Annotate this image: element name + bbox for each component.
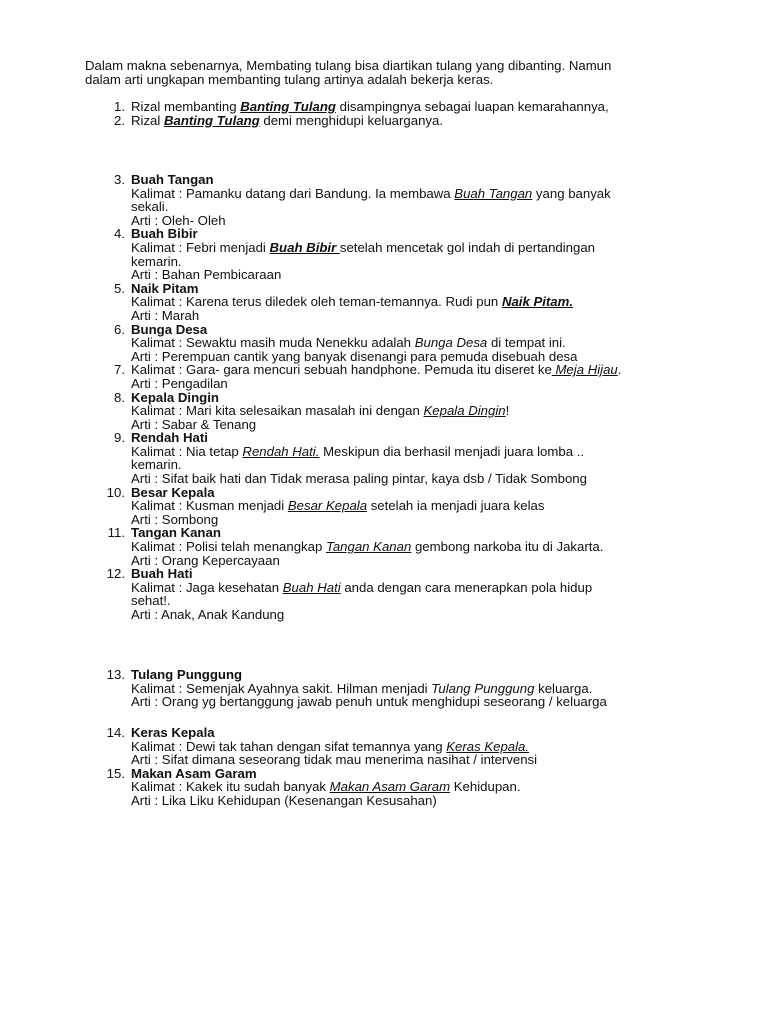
arti-line: Arti : Oleh- Oleh	[131, 212, 226, 228]
item-title: Kepala Dingin	[131, 389, 219, 405]
item-title: Naik Pitam	[131, 280, 199, 296]
item-number: 14.	[106, 725, 125, 740]
item-number: 5.	[114, 280, 125, 296]
item-number: 9.	[114, 430, 125, 446]
item-title: Bunga Desa	[131, 321, 208, 337]
item-title: Buah Tangan	[131, 172, 214, 187]
kalimat-line: Kalimat : Polisi telah menangkap Tangan Kanan gembong narkoba itu di Jakarta.	[131, 539, 604, 555]
list-item	[85, 726, 705, 767]
list-group-2	[85, 173, 705, 622]
list-item	[85, 323, 705, 364]
item-number: 7.	[114, 362, 125, 378]
idiom-highlight: Buah Tangan	[454, 185, 533, 201]
kalimat-line: Kalimat : Kusman menjadi Besar Kepala setelah ia menjadi juara kelas	[131, 498, 545, 514]
idiom-highlight: Makan Asam Garam	[329, 779, 451, 795]
kalimat-line: Kalimat : Dewi tak tahan dengan sifat temannya yang Keras Kepala.	[131, 738, 530, 754]
arti-line: Arti : Sifat baik hati dan Tidak merasa paling pintar, kaya dsb / Tidak Sombong	[131, 471, 587, 487]
list-item	[85, 227, 705, 281]
idiom-highlight: Naik Pitam.	[501, 294, 574, 310]
arti-line: Arti : Orang Kepercayaan	[131, 552, 280, 568]
arti-line: Arti : Pengadilan	[131, 375, 228, 391]
kalimat-continuation: kemarin.	[131, 457, 182, 473]
list-item	[85, 114, 705, 128]
sentence-part: demi menghidupi keluarganya.	[259, 112, 443, 128]
item-title: Buah Hati	[131, 566, 193, 582]
item-title: Makan Asam Garam	[131, 765, 257, 781]
list-item	[85, 431, 705, 485]
idiom-highlight: Kepala Dingin	[423, 403, 506, 419]
item-title: Rendah Hati	[131, 430, 208, 446]
idiom-highlight: Keras Kepala.	[446, 738, 530, 754]
sentence-part: disampingnya sebagai luapan kemarahannya,	[335, 99, 609, 114]
item-title: Tangan Kanan	[131, 525, 221, 541]
arti-line: Arti : Sabar & Tenang	[131, 416, 257, 432]
kalimat-line: Kalimat : Sewaktu masih muda Nenekku adalah Bunga Desa di tempat ini.	[131, 335, 566, 351]
idiom-highlight: Meja Hijau	[551, 362, 618, 378]
list-item	[85, 363, 705, 390]
list-item	[85, 526, 705, 567]
arti-line: Arti : Lika Liku Kehidupan (Kesenangan Kesusahan)	[131, 792, 437, 808]
item-title: Buah Bibir	[131, 226, 198, 242]
item-title: Keras Kepala	[131, 725, 215, 740]
item-title: Besar Kepala	[131, 484, 215, 500]
idiom-highlight: Tangan Kanan	[326, 539, 412, 555]
item-number: 15.	[106, 765, 125, 781]
list-group-1	[85, 100, 705, 127]
idiom-highlight: Banting Tulang	[163, 112, 260, 128]
list-item	[85, 567, 705, 621]
arti-line: Arti : Perempuan cantik yang banyak disenangi para pemuda disebuah desa	[131, 348, 578, 364]
kalimat-line: Kalimat : Kakek itu sudah banyak Makan Asam Garam Kehidupan.	[131, 779, 521, 795]
kalimat-line: Kalimat : Mari kita selesaikan masalah ini dengan Kepala Dingin!	[131, 403, 510, 419]
list-group-4	[85, 726, 705, 808]
list-group-3	[85, 668, 705, 709]
arti-line: Arti : Sifat dimana seseorang tidak mau menerima nasihat / intervensi	[131, 752, 538, 768]
arti-line: Arti : Anak, Anak Kandung	[131, 607, 285, 622]
kalimat-continuation: sekali.	[131, 199, 169, 215]
sentence-part: Rizal membanting	[131, 99, 241, 114]
list-item	[85, 767, 705, 808]
item-number: 2.	[114, 112, 125, 128]
intro-line: Dalam makna sebenarnya, Membating tulang bisa diartikan tulang yang dibanting. Namun	[85, 58, 612, 73]
idiom-highlight: Tulang Punggung	[431, 680, 535, 696]
list-item	[85, 486, 705, 527]
item-number: 3.	[114, 172, 125, 187]
intro-paragraph	[85, 59, 705, 86]
kalimat-line: Kalimat : Semenjak Ayahnya sakit. Hilman menjadi Tulang Punggung keluarga.	[131, 680, 593, 696]
item-number: 10.	[106, 484, 125, 500]
kalimat-line: Kalimat : Nia tetap Rendah Hati. Meskipun dia berhasil menjadi juara lomba ..	[131, 443, 585, 459]
item-number: 13.	[106, 667, 125, 682]
item-number: 1.	[114, 99, 125, 114]
kalimat-line: Kalimat : Jaga kesehatan Buah Hati anda dengan cara menerapkan pola hidup	[131, 579, 593, 595]
kalimat-continuation: sehat!.	[131, 593, 171, 609]
idiom-highlight: Bunga Desa	[414, 335, 488, 351]
item-title: Tulang Punggung	[131, 667, 243, 682]
list-item	[85, 282, 705, 323]
item-number: 12.	[106, 566, 125, 582]
kalimat-line: Kalimat : Gara- gara mencuri sebuah handphone. Pemuda itu diseret ke Meja Hijau.	[131, 362, 622, 378]
list-item	[85, 173, 705, 227]
kalimat-continuation: kemarin.	[131, 253, 182, 269]
item-number: 11.	[107, 525, 125, 541]
intro-line: dalam arti ungkapan membanting tulang artinya adalah bekerja keras.	[85, 71, 494, 87]
item-number: 8.	[114, 389, 125, 405]
item-number: 6.	[114, 321, 125, 337]
sentence-part: Rizal	[131, 112, 164, 128]
kalimat-line: Kalimat : Febri menjadi Buah Bibir setelah mencetak gol indah di pertandingan	[131, 239, 596, 255]
list-item	[85, 391, 705, 432]
idiom-highlight: Besar Kepala	[287, 498, 368, 514]
item-number: 4.	[114, 226, 125, 242]
idiom-highlight: Banting Tulang	[240, 99, 336, 114]
list-item	[85, 100, 705, 114]
arti-line: Arti : Sombong	[131, 511, 219, 527]
arti-line: Arti : Marah	[131, 307, 200, 323]
kalimat-line: Kalimat : Karena terus diledek oleh teman-temannya. Rudi pun Naik Pitam.	[131, 294, 574, 310]
list-item	[85, 668, 705, 709]
idiom-highlight: Buah Hati	[282, 579, 341, 595]
arti-line: Arti : Bahan Pembicaraan	[131, 267, 282, 283]
arti-line: Arti : Orang yg bertanggung jawab penuh untuk menghidupi seseorang / keluarga	[131, 694, 607, 710]
idiom-highlight: Rendah Hati.	[242, 443, 320, 459]
kalimat-line: Kalimat : Pamanku datang dari Bandung. Ia membawa Buah Tangan yang banyak	[131, 185, 611, 201]
idiom-highlight: Buah Bibir	[269, 239, 340, 255]
